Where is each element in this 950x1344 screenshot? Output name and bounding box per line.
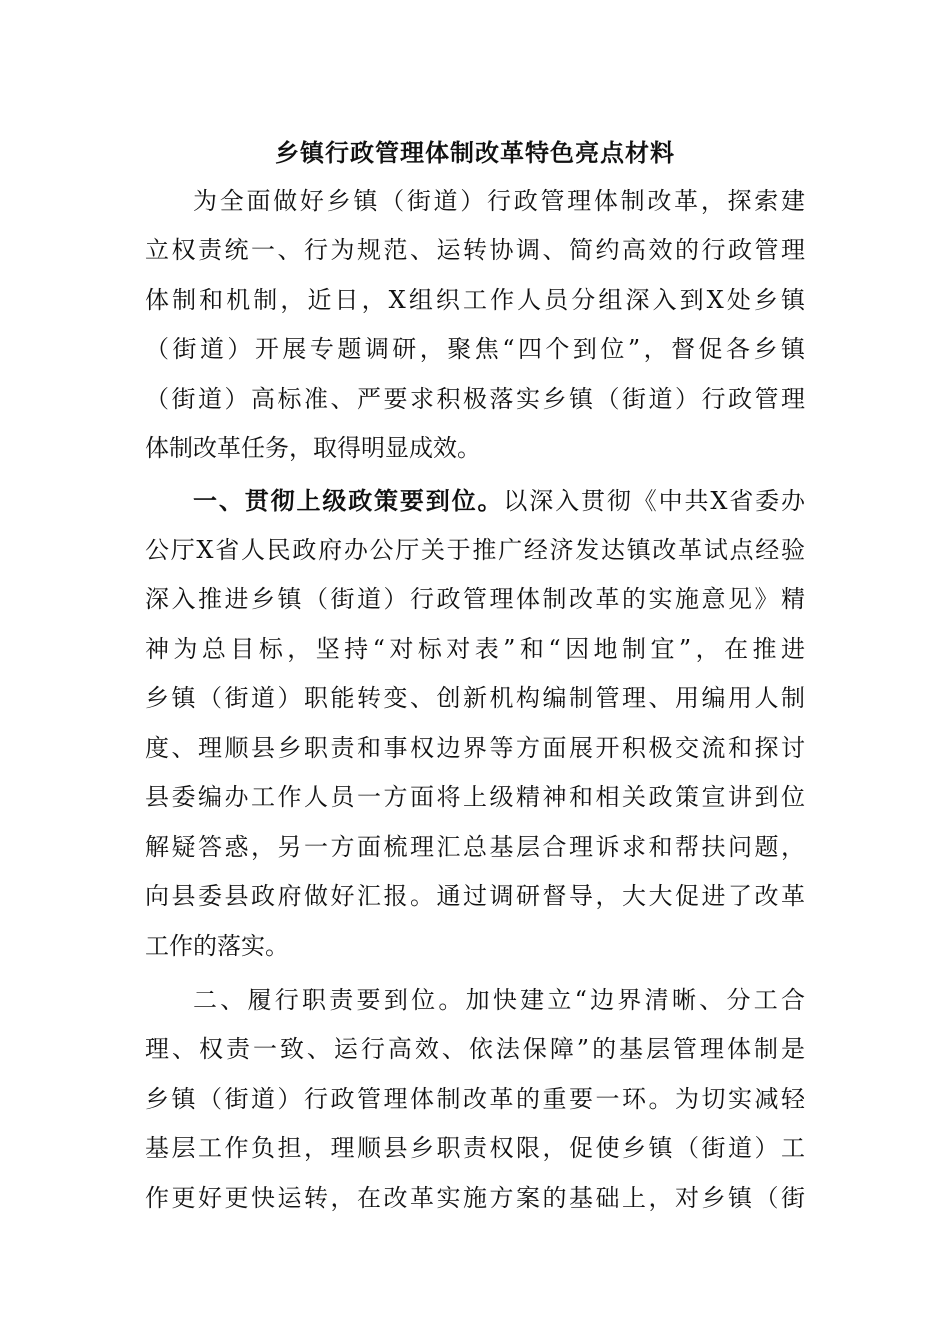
paragraph-3-line-5: 作更好更快运转，在改革实施方案的基础上，对乡镇（街 bbox=[145, 1184, 805, 1212]
paragraph-2-line-2: 公厅X省人民政府办公厅关于推广经济发达镇改革试点经验 bbox=[145, 536, 805, 564]
paragraph-2-line-1-text: 以深入贯彻《中共X省委办 bbox=[503, 487, 805, 515]
section-1-heading: 一、贯彻上级政策要到位。 bbox=[193, 486, 504, 515]
paragraph-2-line-6: 度、理顺县乡职责和事权边界等方面展开积极交流和探讨 bbox=[145, 734, 805, 762]
paragraph-2-line-9: 向县委县政府做好汇报。通过调研督导，大大促进了改革 bbox=[145, 882, 805, 910]
paragraph-1-line-3: 体制和机制，近日，X组织工作人员分组深入到X处乡镇 bbox=[145, 286, 805, 314]
document-title: 乡镇行政管理体制改革特色亮点材料 bbox=[275, 138, 675, 167]
paragraph-2-line-8: 解疑答惑，另一方面梳理汇总基层合理诉求和帮扶问题， bbox=[145, 833, 805, 861]
paragraph-1-line-5: （街道）高标准、严要求积极落实乡镇（街道）行政管理 bbox=[145, 385, 805, 413]
paragraph-2-line-3: 深入推进乡镇（街道）行政管理体制改革的实施意见》精 bbox=[145, 585, 805, 613]
paragraph-3-line-1: 二、履行职责要到位。加快建立“边界清晰、分工合 bbox=[193, 986, 805, 1014]
paragraph-2-line-1 bbox=[193, 476, 805, 526]
paragraph-2-line-7: 县委编办工作人员一方面将上级精神和相关政策宣讲到位 bbox=[145, 783, 805, 811]
paragraph-1-line-4: （街道）开展专题调研，聚焦“四个到位”，督促各乡镇 bbox=[145, 335, 805, 363]
paragraph-2-line-5: 乡镇（街道）职能转变、创新机构编制管理、用编用人制 bbox=[145, 684, 805, 712]
paragraph-2-line-4: 神为总目标，坚持“对标对表”和“因地制宜”，在推进 bbox=[145, 635, 805, 663]
paragraph-1-line-1: 为全面做好乡镇（街道）行政管理体制改革，探索建 bbox=[193, 187, 805, 215]
paragraph-1-line-2: 立权责统一、行为规范、运转协调、简约高效的行政管理 bbox=[145, 236, 805, 264]
paragraph-3-line-3: 乡镇（街道）行政管理体制改革的重要一环。为切实减轻 bbox=[145, 1085, 805, 1113]
paragraph-3-line-2: 理、权责一致、运行高效、依法保障”的基层管理体制是 bbox=[145, 1035, 805, 1063]
paragraph-3-line-4: 基层工作负担，理顺县乡职责权限，促使乡镇（街道）工 bbox=[145, 1134, 805, 1162]
paragraph-1-line-6: 体制改革任务，取得明显成效。 bbox=[145, 434, 481, 462]
paragraph-2-line-10: 工作的落实。 bbox=[145, 932, 289, 960]
